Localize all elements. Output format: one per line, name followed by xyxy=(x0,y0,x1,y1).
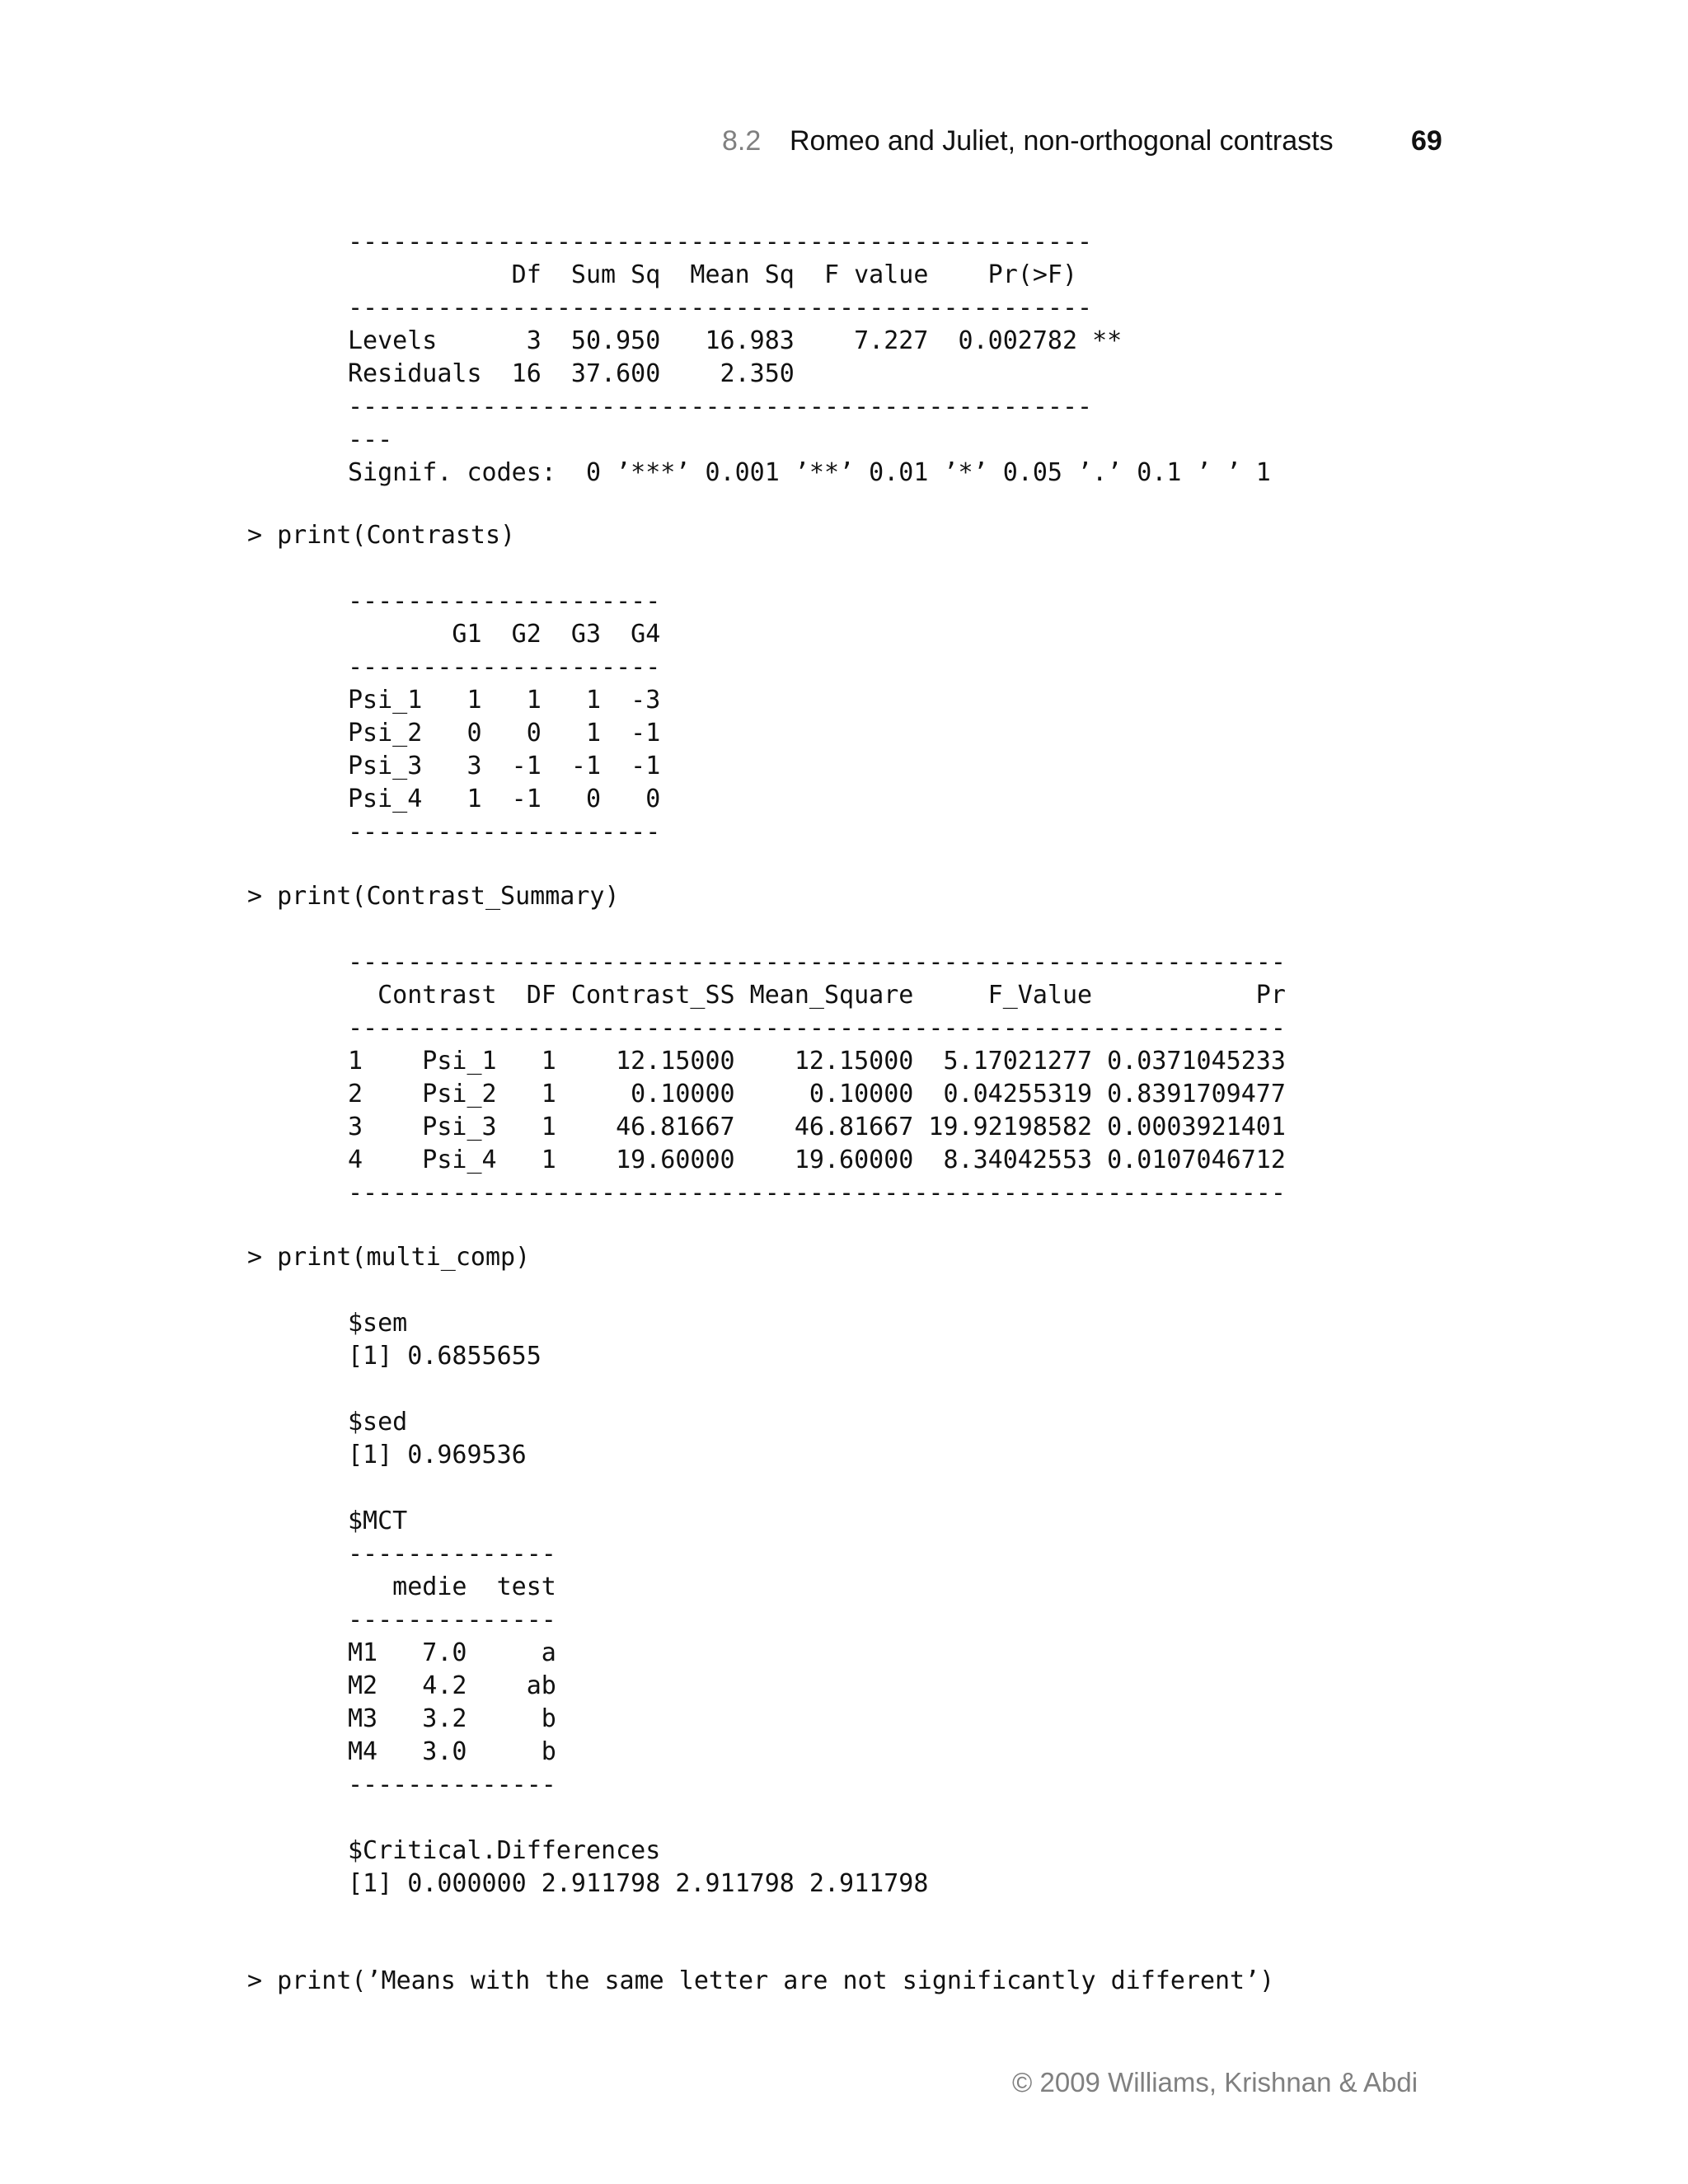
command-print-contrast-summary: > print(Contrast_Summary) xyxy=(247,882,620,911)
contrast-summary-table: --------------------------------------------------------------- Contrast DF Contrast_SS Mean_Square F_Value Pr --------------------------------------------------------------- 1 Psi_1 1 12.15000 12.15000 5.17021277 0.0371045233 2 Psi_2 1 0.10000 0.10000 0.04255319 0.8391709477 3 Psi_3 1 46.81667 46.81667 19.92198582 0.0003921401 4 Psi_4 1 19.60000 19.60000 8.34042553 0.0107046712 --------------------------------------------------------------- xyxy=(348,948,1286,1207)
copyright-footer: © 2009 Williams, Krishnan & Abdi xyxy=(1012,2067,1418,2097)
command-print-contrasts: > print(Contrasts) xyxy=(247,521,516,550)
multi-comp-output: $sem [1] 0.6855655 $sed [1] 0.969536 $MCT -------------- medie test -------------- M1 7.0 a M2 4.2 ab M3 3.2 b M4 3.0 b -------------- $Critical.Differences [1] 0.000000 2.911798 2.911798 2.911798 xyxy=(348,1309,929,1898)
page-number: 69 xyxy=(1411,125,1442,157)
anova-table: -------------------------------------------------- Df Sum Sq Mean Sq F value Pr(>F) -------------------------------------------------- Levels 3 50.950 16.983 7.227 0.002782 ** Residuals 16 37.600 2.350 -------------------------------------------------- --- Signif. codes: 0 ’***’ 0.001 ’**’ 0.01 ’*’ 0.05 ’.’ 0.1 ’ ’ 1 xyxy=(348,227,1271,487)
command-print-multi-comp: > print(multi_comp) xyxy=(247,1243,531,1272)
section-title: Romeo and Juliet, non-orthogonal contrasts xyxy=(790,125,1334,157)
running-header xyxy=(0,125,1688,165)
command-print-means-note: > print(’Means with the same letter are not significantly different’) xyxy=(247,1966,1275,1995)
contrasts-table: --------------------- G1 G2 G3 G4 --------------------- Psi_1 1 1 1 -3 Psi_2 0 0 1 -1 Psi_3 3 -1 -1 -1 Psi_4 1 -1 0 0 --------------------- xyxy=(348,587,661,846)
section-number: 8.2 xyxy=(722,125,762,157)
